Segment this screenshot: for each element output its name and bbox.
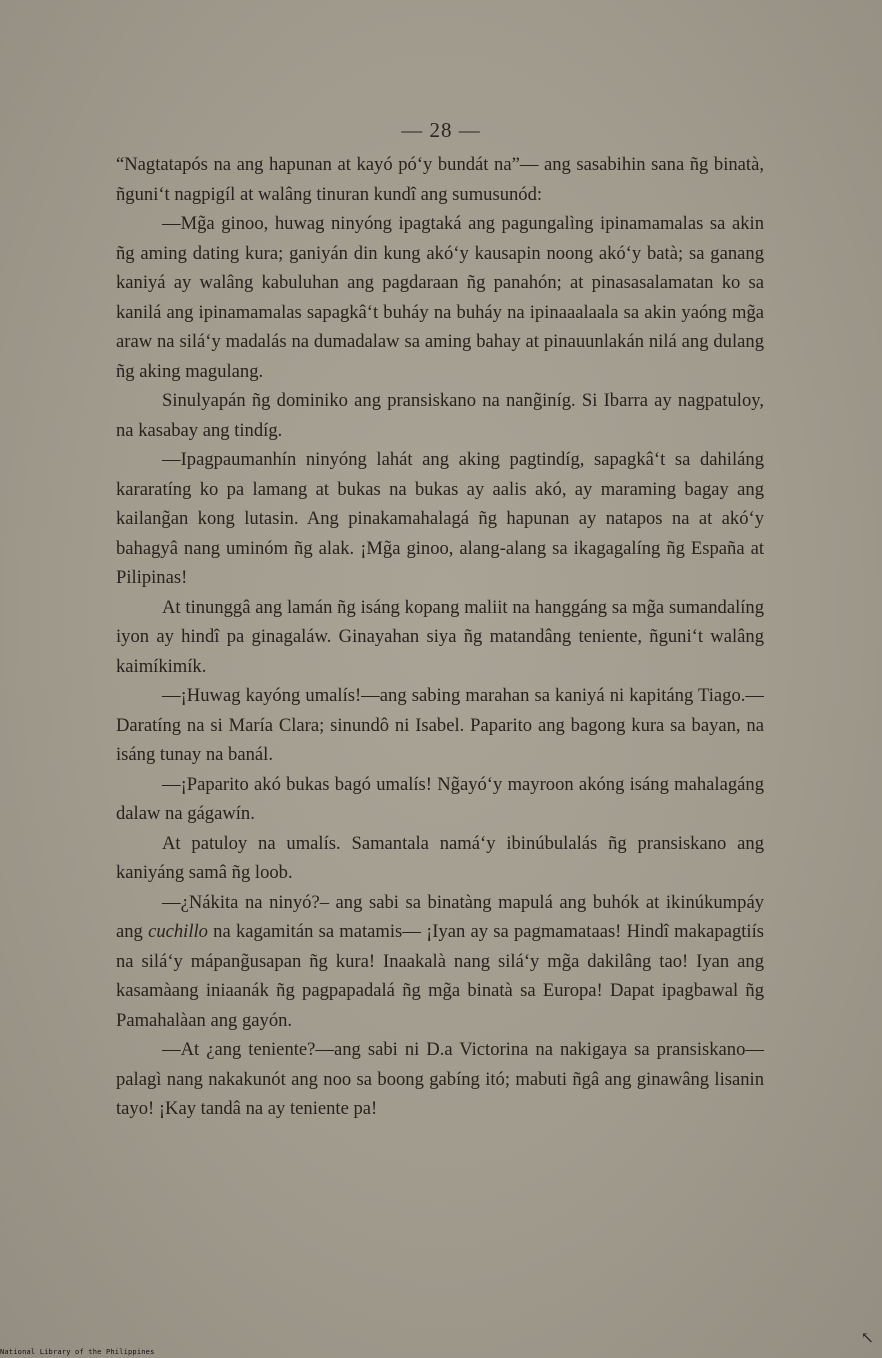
paragraph — [116, 150, 764, 209]
paragraph — [116, 888, 764, 1036]
paragraph — [116, 209, 764, 386]
paragraph-text: —¡Paparito akó bukas bagó umalís! Ng̃ayó‘y mayroon akóng isáng mahalagáng dalaw na gágawín. — [116, 773, 764, 824]
paragraph — [116, 386, 764, 445]
paragraph — [116, 593, 764, 682]
page-number: — 28 — — [401, 118, 481, 142]
body-text — [116, 150, 764, 1124]
paragraph-text: —¿Nákita na ninyó?– ang sabi sa binatàng mapulá ang buhók at ikinúkumpáy ang — [116, 891, 764, 942]
paragraph-text: “Nagtatapós na ang hapunan at kayó pó‘y bundát na”— ang sasabihin sana ñg binatà, ñguni‘t nagpigíl at walâng tinuran kundî ang sumusunód: — [116, 154, 764, 205]
paragraph-text: na kagamitán sa matamis— ¡Iyan ay sa pagmamataas! Hindî makapagtiís na silá‘y mápang̃usapan ñg kura! Inaakalà nang silá‘y mg̃a dakilâng tao! Iyan ang kasamàang iniaanák ñg pagpapadalá ñg mg̃a binatà sa Europa! Dapat ipagbawal ñg Pamahalàan ang gayón. — [116, 921, 764, 1031]
paragraph — [116, 445, 764, 593]
paragraph-text: At patuloy na umalís. Samantala namá‘y ibinúbulalás ñg pransiskano ang kaniyáng samâ ñg loob. — [116, 832, 764, 883]
paragraph — [116, 1035, 764, 1124]
paragraph-text: —At ¿ang teniente?—ang sabi ni D.a Victorina na nakigaya sa pransiskano—palagì nang nakakunót ang noo sa boong gabíng itó; mabuti ñgâ ang ginawâng lisanin tayo! ¡Kay tandâ na ay teniente pa! — [116, 1039, 764, 1119]
paragraph-text: Sinulyapán ñg dominiko ang pransiskano na nang̃iníg. Si Ibarra ay nagpatuloy, na kasabay ang tindíg. — [116, 390, 764, 441]
library-footer: National Library of the Philippines — [0, 1348, 155, 1356]
paragraph-text: —¡Huwag kayóng umalís!—ang sabing marahan sa kaniyá ni kapitáng Tiago.—Daratíng na si María Clara; sinundô ni Isabel. Paparito ang bagong kura sa bayan, na isáng tunay na banál. — [116, 685, 764, 765]
italic-text: cuchillo — [148, 921, 208, 942]
paragraph — [116, 681, 764, 770]
paragraph-text: —Mg̃a ginoo, huwag ninyóng ipagtaká ang pagungalìng ipinamamalas sa akin ñg aming dating kura; ganiyán din kung akó‘y kausapin noong akó‘y batà; sa ganang kaniyá ay walâng kabuluhan ang pagdaraan ñg panahón; at pinasasalamatan ko sa kanilá ang ipinamamalas sapagkâ‘t buháy na buháy na ipinaaalaala sa akin yaóng mg̃a araw na silá‘y madalás na dumadalaw sa aming bahay at pinauunlakán nilá ang dulang ñg aking magulang. — [116, 213, 764, 382]
paragraph — [116, 829, 764, 888]
paragraph-text: At tinunggâ ang lamán ñg isáng kopang maliit na hanggáng sa mg̃a sumandalíng iyon ay hindî pa ginagaláw. Ginayahan siya ñg matandâng teniente, ñguni‘t walâng kaimíkimík. — [116, 596, 764, 677]
paragraph-text: —Ipagpaumanhín ninyóng lahát ang aking pagtindíg, sapagkâ‘t sa dahiláng kararatíng ko pa lamang at bukas na bukas ay aalis akó, ay maraming bagay ang kailang̃an kong lutasin. Ang pinakamahalagá ñg hapunan ay natapos na at akó‘y bahagyâ nang uminóm ñg alak. ¡Mg̃a ginoo, alang-alang sa ikagagalíng ñg España at Pilipinas! — [116, 449, 764, 588]
corner-mark-icon: ↖ — [860, 1330, 874, 1347]
paragraph — [116, 770, 764, 829]
